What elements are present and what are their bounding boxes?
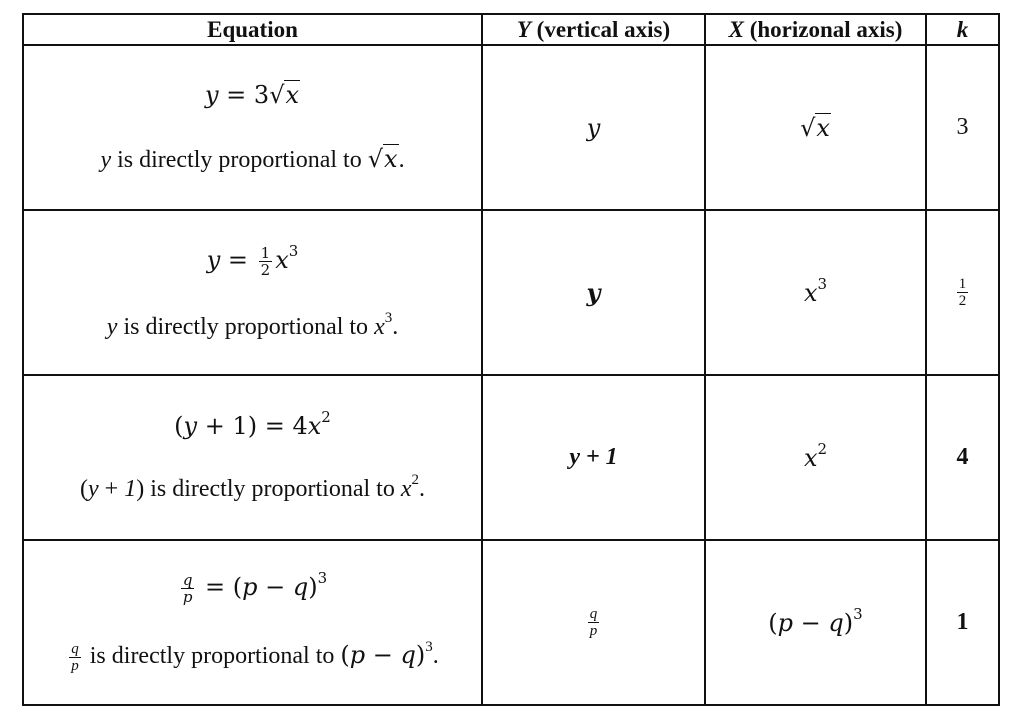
y-axis-cell: y + 1 — [482, 375, 705, 540]
equation: $(y + 1) = 4x^2$ — [174, 408, 331, 440]
table-row — [23, 375, 999, 540]
table-row — [23, 540, 999, 705]
proportionality-table — [22, 13, 1000, 706]
equation-cell — [23, 540, 482, 705]
table-row — [23, 210, 999, 375]
k-cell: 3 — [926, 45, 999, 210]
statement: y is directly proportional to $x^3$. — [106, 309, 399, 340]
equation-cell — [23, 375, 482, 540]
equation: y = $\frac{1}{2}$ $x^3$ — [206, 241, 299, 279]
equation-cell — [23, 45, 482, 210]
x-axis-cell: √x — [705, 45, 926, 210]
k-cell: $\frac{1}{2}$ — [926, 210, 999, 375]
x-axis-cell: $x^2$ — [705, 375, 926, 540]
y-axis-cell: y — [482, 210, 705, 375]
header-y-axis: Y (vertical axis) — [482, 14, 705, 45]
table-row — [23, 45, 999, 210]
equation: $\frac{q}{p}$ = $(p - q)^3$ — [182, 568, 328, 606]
header-k: k — [926, 14, 999, 45]
k-cell: 4 — [926, 375, 999, 540]
header-x-axis: X (horizonal axis) — [705, 14, 926, 45]
statement: $\frac{q}{p}$ is directly proportional to $(p - q)^3$. — [71, 638, 439, 674]
y-axis-cell: y — [482, 45, 705, 210]
header-equation: Equation — [23, 14, 482, 45]
x-axis-cell: $(p - q)^3$ — [705, 540, 926, 705]
equation-cell — [23, 210, 482, 375]
x-axis-cell: $x^3$ — [705, 210, 926, 375]
k-cell: 1 — [926, 540, 999, 705]
equation: y = 3√x — [204, 81, 300, 109]
statement: y is directly proportional to √x. — [100, 145, 405, 173]
header-row — [23, 14, 999, 45]
y-axis-cell: $\frac{q}{p}$ — [482, 540, 705, 705]
statement: (y + 1) is directly proportional to $x^2$. — [80, 472, 425, 502]
